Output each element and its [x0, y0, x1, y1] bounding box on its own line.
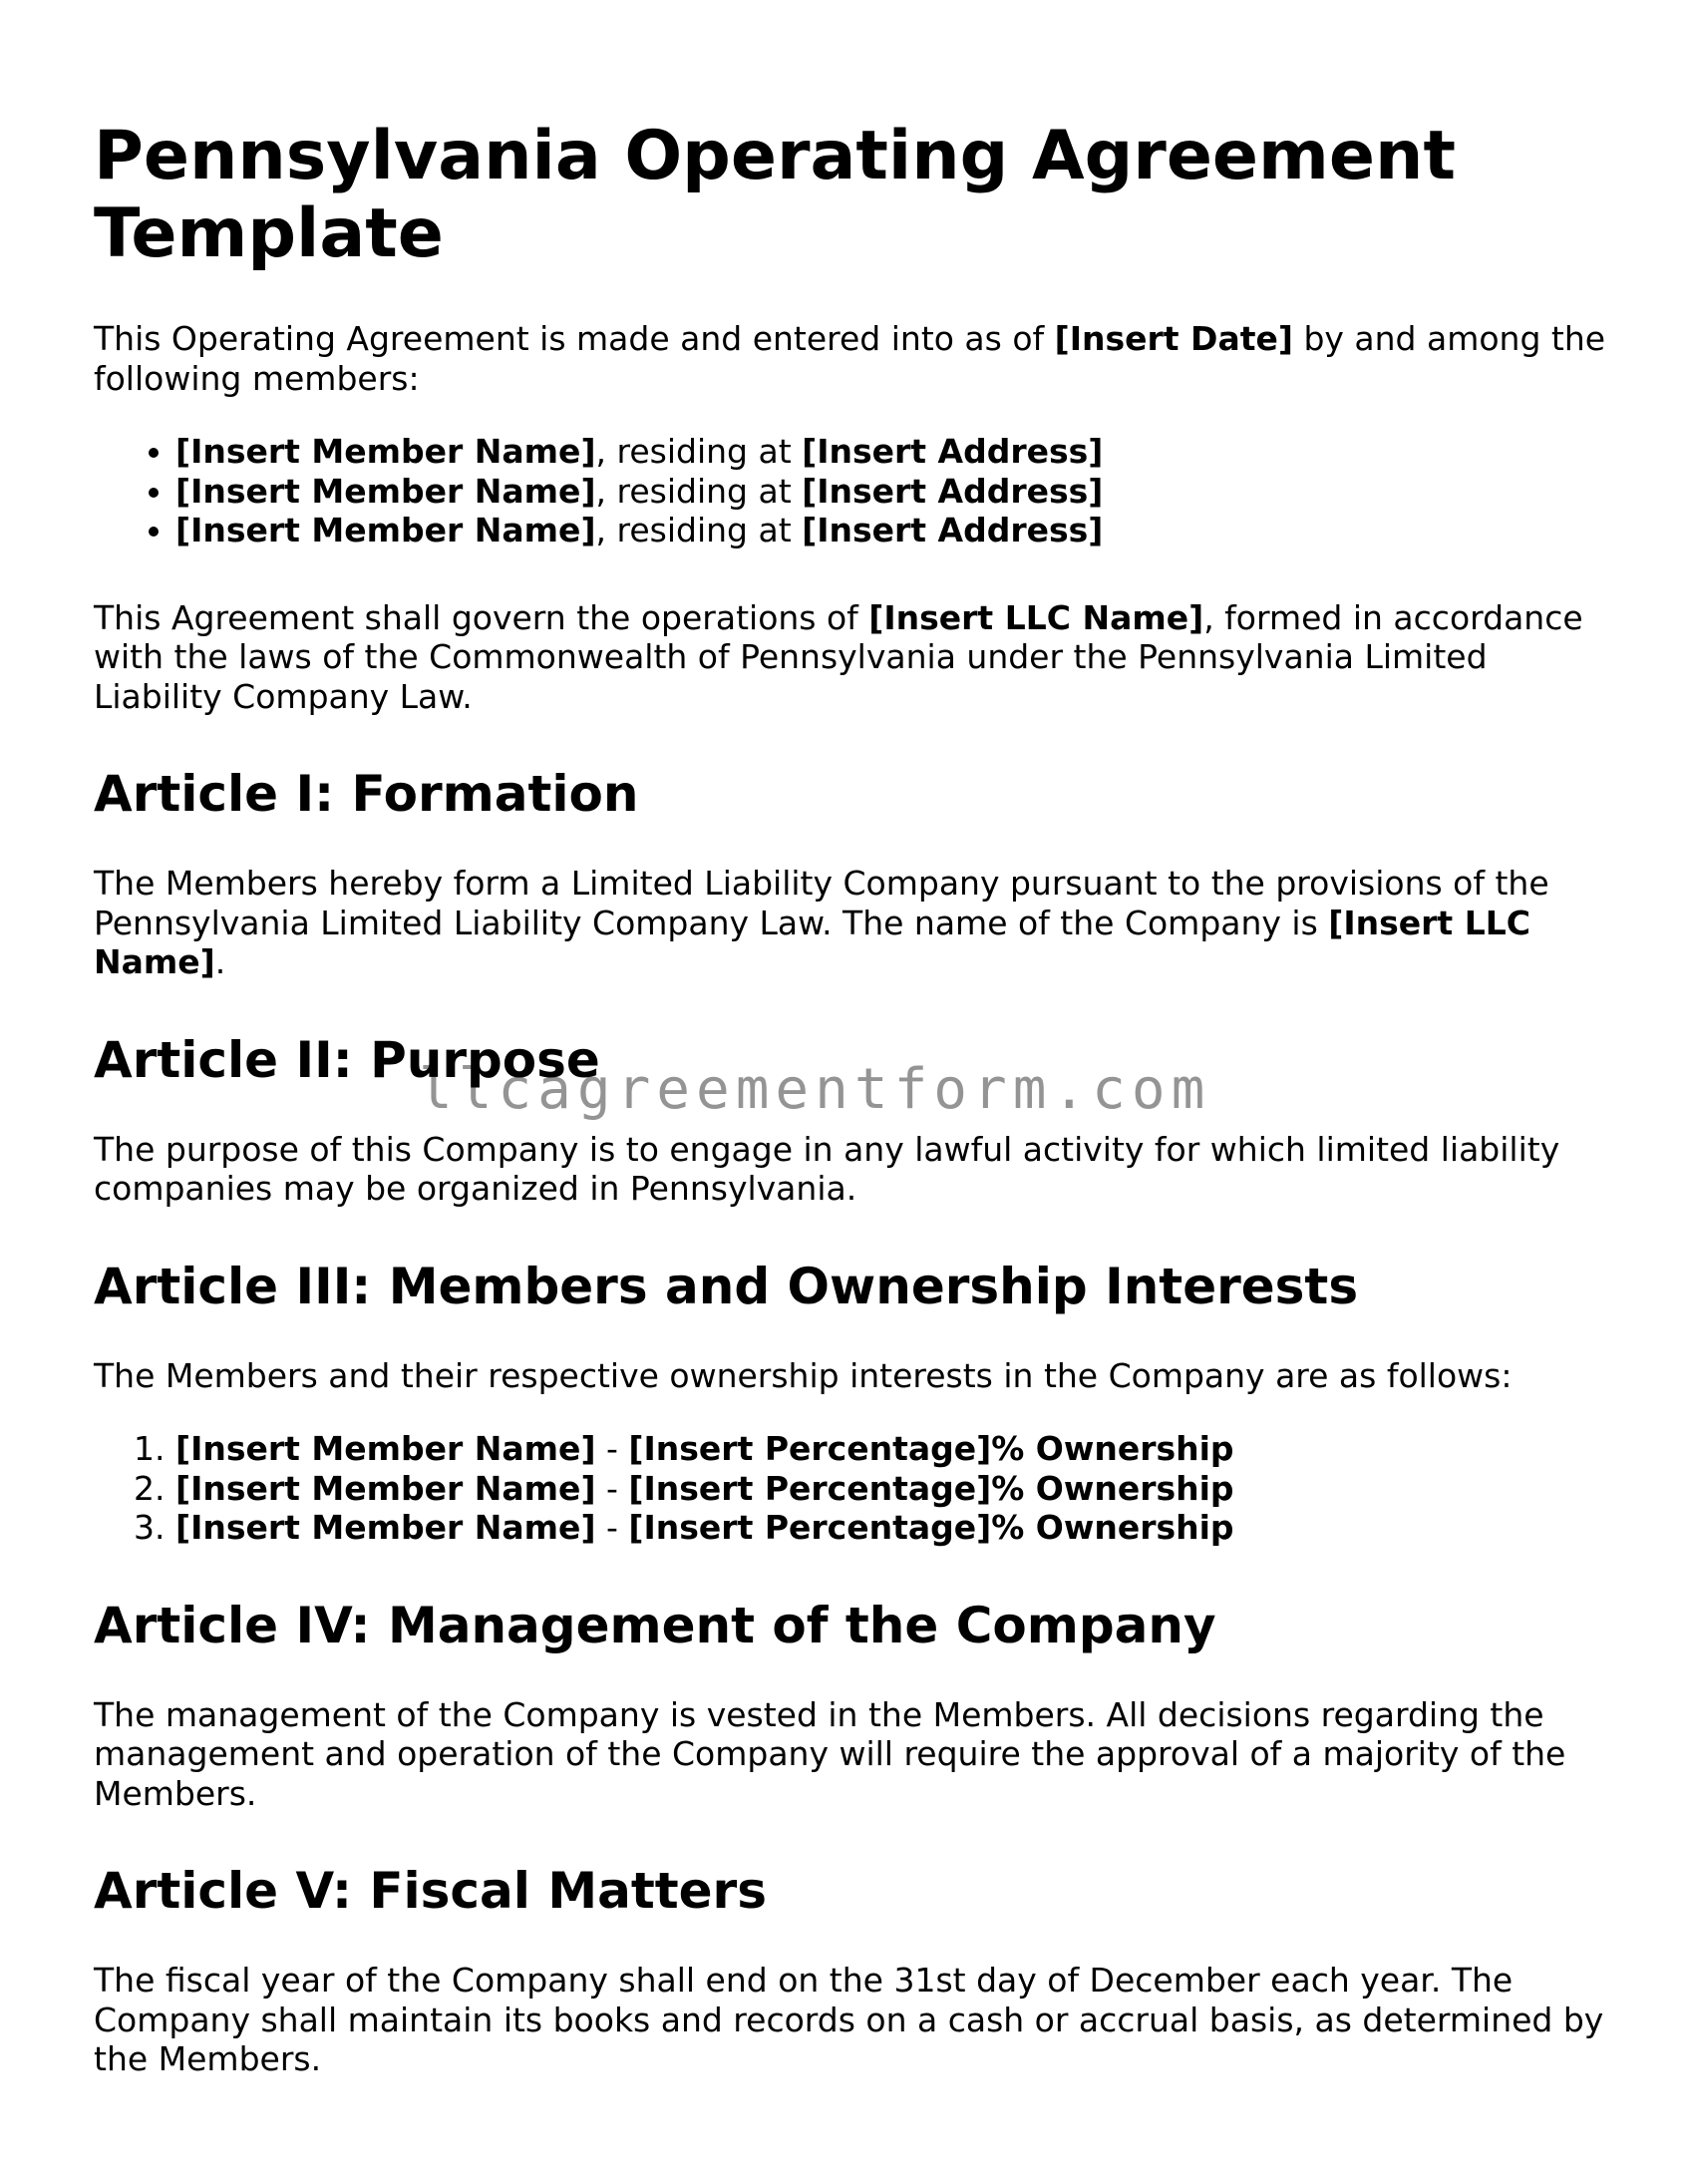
intro-paragraph	[94, 319, 1609, 398]
member-name-placeholder: [Insert Member Name]	[175, 432, 596, 471]
dash-separator: -	[595, 1468, 629, 1508]
list-item	[175, 511, 1609, 550]
list-item	[175, 1508, 1609, 1548]
document-title: Pennsylvania Operating Agreement Template	[94, 117, 1456, 273]
article-1-body	[94, 864, 1609, 982]
document-page	[94, 118, 1609, 2127]
ownership-placeholder: [Insert Percentage]% Ownership	[628, 1508, 1234, 1547]
article-1-text: The Members hereby form a Limited Liability Company pursuant to the provisions of the Pennsylvania Limited Liability Company Law. The name of the Company is	[94, 864, 1549, 942]
article-5-heading: Article V: Fiscal Matters	[94, 1862, 767, 1920]
address-placeholder: [Insert Address]	[802, 471, 1104, 511]
date-placeholder: [Insert Date]	[1054, 319, 1293, 358]
article-3-heading: Article III: Members and Ownership Interests	[94, 1257, 1359, 1315]
address-placeholder: [Insert Address]	[802, 511, 1104, 549]
article-4-body: The management of the Company is vested in the Members. All decisions regarding the management and operation of the Company will require the approval of a majority of the Members.	[94, 1694, 1566, 1813]
watermark: llcagreementform.com	[419, 1057, 1211, 1122]
governance-text-after: , formed in accordance with the laws of the Commonwealth of Pennsylvania under the Pennsylvania Limited Liability Company Law.	[94, 597, 1583, 716]
governance-paragraph	[94, 598, 1609, 717]
member-name-placeholder: [Insert Member Name]	[175, 1468, 596, 1508]
residing-text: , residing at	[595, 511, 803, 549]
intro-text-before: This Operating Agreement is made and entered into as of	[94, 319, 1055, 358]
dash-separator: -	[595, 1508, 629, 1547]
ownership-placeholder: [Insert Percentage]% Ownership	[628, 1468, 1234, 1508]
address-placeholder: [Insert Address]	[802, 432, 1104, 471]
ownership-list	[94, 1429, 1609, 1548]
list-item	[175, 1429, 1609, 1469]
article-4-heading: Article IV: Management of the Company	[94, 1596, 1216, 1654]
article-3-body: The Members and their respective ownership interests in the Company are as follows:	[94, 1355, 1513, 1395]
list-item	[175, 472, 1609, 512]
article-2-heading: Article II: Purpose	[94, 1030, 600, 1089]
article-1-period: .	[214, 942, 226, 981]
member-name-placeholder: [Insert Member Name]	[175, 1508, 596, 1547]
article-2-body: The purpose of this Company is to engage in any lawful activity for which limited liability companies may be organized in Pennsylvania.	[94, 1129, 1560, 1208]
governance-text-before: This Agreement shall govern the operations of	[94, 597, 869, 637]
residing-text: , residing at	[595, 432, 803, 471]
llc-name-placeholder: [Insert LLC Name]	[868, 597, 1204, 637]
list-item	[175, 432, 1609, 472]
article-1-heading: Article I: Formation	[94, 765, 639, 823]
list-item	[175, 1469, 1609, 1509]
article-5-body: The fiscal year of the Company shall end on the 31st day of December each year. The Company shall maintain its books and records on a cash or accrual basis, as determined by the Members.	[94, 1961, 1604, 2078]
ownership-placeholder: [Insert Percentage]% Ownership	[628, 1429, 1234, 1468]
intro-text-after: by and among the following members:	[94, 319, 1606, 398]
member-name-placeholder: [Insert Member Name]	[175, 1429, 596, 1468]
members-list	[94, 432, 1609, 550]
member-name-placeholder: [Insert Member Name]	[175, 511, 596, 549]
member-name-placeholder: [Insert Member Name]	[175, 471, 596, 511]
residing-text: , residing at	[595, 471, 803, 511]
dash-separator: -	[595, 1429, 629, 1468]
llc-name-placeholder: [Insert LLC Name]	[94, 903, 1530, 981]
